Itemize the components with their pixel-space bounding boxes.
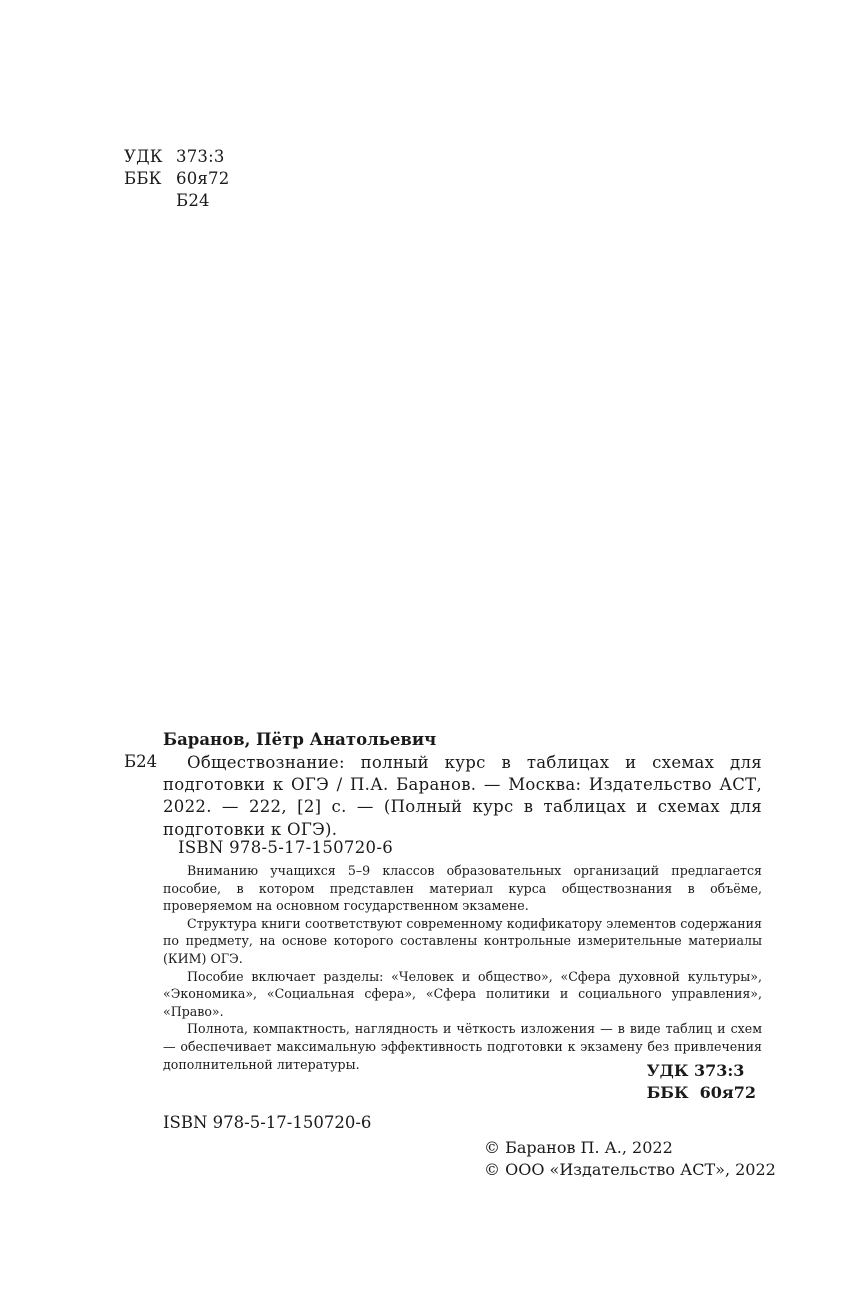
abstract-paragraph: Вниманию учащихся 5–9 классов образовательных организаций предлагается пособие, в котором представлен материал курса обществознания в объёме, проверяемом на основном государственном экзамене. xyxy=(163,863,762,914)
bibliographic-entry xyxy=(163,752,762,841)
classification-codes-bottom xyxy=(647,1060,756,1104)
bbk-code: ББК 60я72 xyxy=(646,1083,756,1102)
copyright-publisher: © ООО «Издательство АСТ», 2022 xyxy=(484,1160,776,1179)
entry-call-mark: Б24 xyxy=(124,752,158,771)
copyright-author: © Баранов П. А., 2022 xyxy=(484,1138,673,1157)
entry-description: Обществознание: полный курс в таблицах и схемах для подготовки к ОГЭ / П.А. Баранов. — Москва: Издательство АСТ, 2022. — 222, [2] с. — (Полный курс в таблицах и схемах для подготовки к ОГЭ). xyxy=(163,753,762,839)
udk-row xyxy=(124,146,229,168)
udk-label: УДК xyxy=(124,147,163,166)
entry-author: Баранов, Пётр Анатольевич xyxy=(163,730,437,749)
entry-isbn: ISBN 978-5-17-150720-6 xyxy=(178,838,394,857)
udk-code: УДК 373:3 xyxy=(646,1061,745,1080)
isbn-bottom: ISBN 978-5-17-150720-6 xyxy=(163,1113,372,1132)
copyright-block xyxy=(484,1137,776,1181)
abstract-paragraph: Структура книги соответствуют современному кодификатору элементов содержания по предмету, на основе которого составлены контрольные измерительные материалы (КИМ) ОГЭ. xyxy=(163,915,762,966)
classification-codes-top xyxy=(124,146,229,212)
bbk-label: ББК xyxy=(124,169,162,188)
author-mark: Б24 xyxy=(176,191,210,210)
abstract-paragraph: Пособие включает разделы: «Человек и общество», «Сфера духовной культуры», «Экономика», «Социальная сфера», «Сфера политики и социального управления», «Право». xyxy=(163,968,762,1019)
abstract xyxy=(163,862,762,1073)
udk-value: 373:3 xyxy=(176,147,225,166)
author-mark-row xyxy=(124,190,229,212)
abstract-paragraph: Полнота, компактность, наглядность и чёткость изложения — в виде таблиц и схем — обеспечивает максимальную эффективность подготовки к экзамену без привлечения дополнительной литературы. xyxy=(163,1021,762,1072)
bbk-value: 60я72 xyxy=(176,169,230,188)
bbk-row xyxy=(124,168,229,190)
